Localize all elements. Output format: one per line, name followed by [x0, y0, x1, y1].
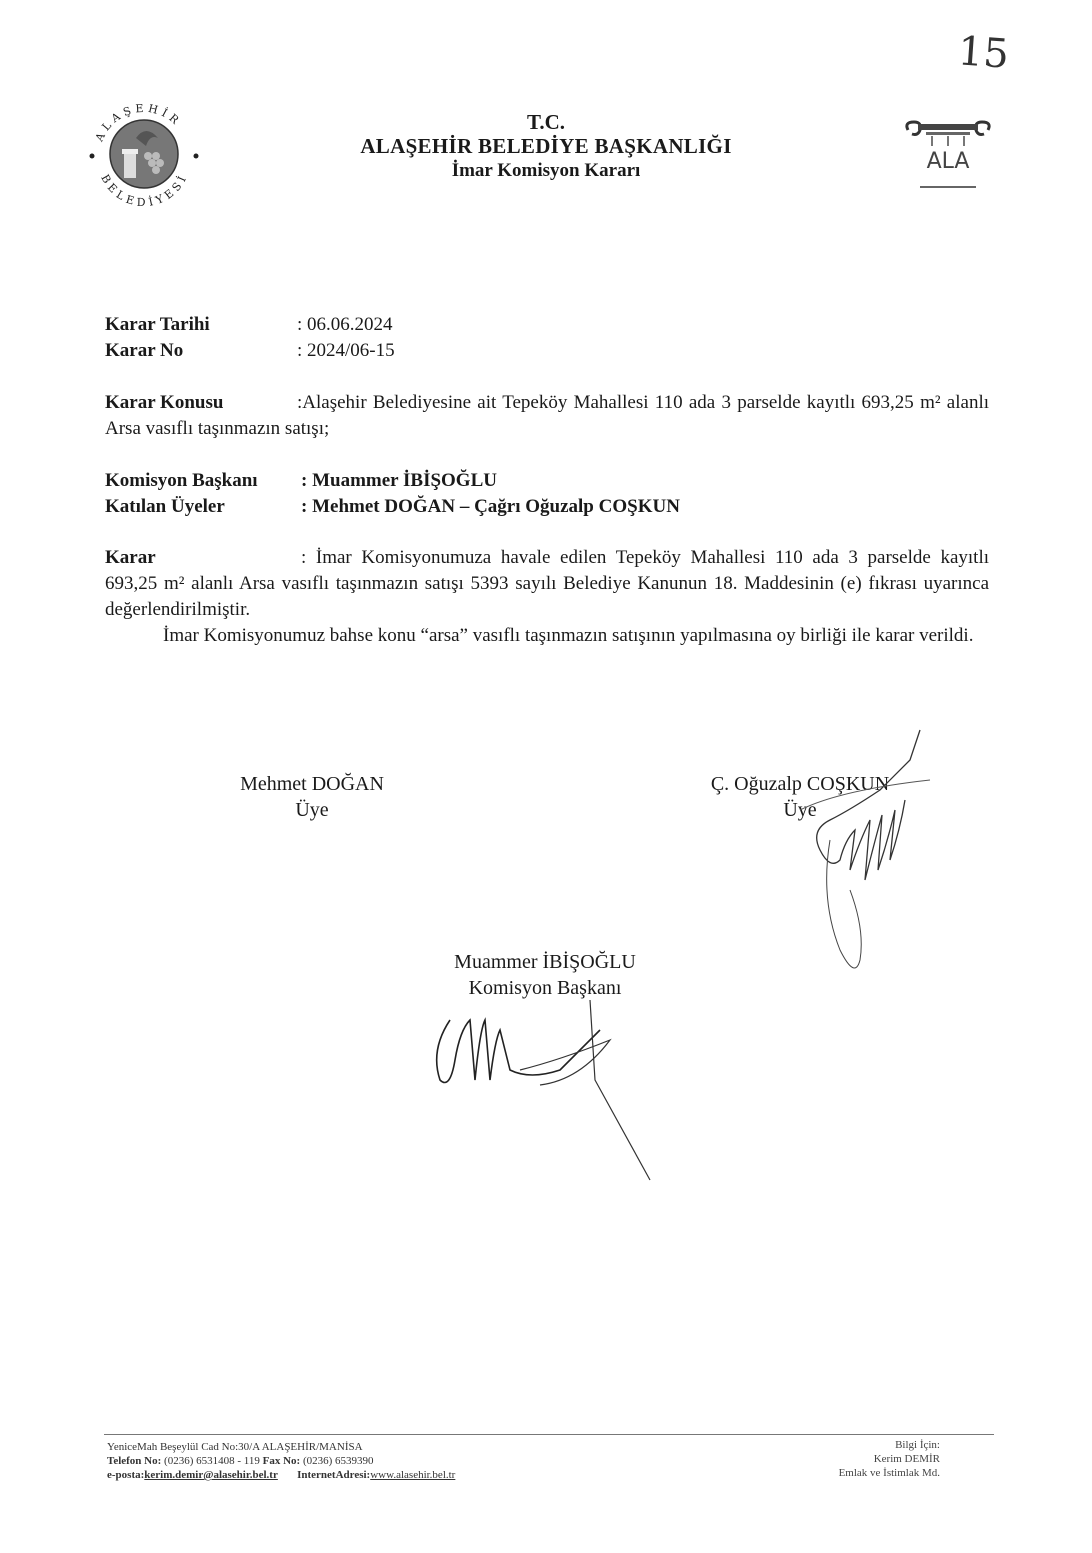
sig3-name: Muammer İBİŞOĞLU — [454, 951, 636, 973]
footer-email-label: e-posta: — [107, 1469, 145, 1481]
municipality-seal-icon — [84, 94, 204, 214]
members-row — [105, 494, 680, 520]
footer-info-name: Kerim DEMİR — [873, 1453, 940, 1465]
footer-web-link[interactable]: www.alasehir.bel.tr — [370, 1469, 456, 1481]
footer-phone-label: Telefon No: — [107, 1455, 162, 1467]
decision-date-row — [105, 312, 393, 338]
footer-contact — [107, 1440, 455, 1482]
members-label: Katılan Üyeler — [105, 496, 225, 517]
decision-no-row — [105, 338, 395, 364]
karar-conclusion: İmar Komisyonumuz bahse konu “arsa” vasıflı taşınmazın satışının yapılmasına oy birliği ile karar verildi. — [163, 625, 974, 646]
sig1-role: Üye — [295, 799, 329, 821]
sig1-name: Mehmet DOĞAN — [240, 773, 384, 795]
header-document-title: İmar Komisyon Kararı — [451, 160, 641, 181]
footer-fax-value: (0236) 6539390 — [302, 1455, 374, 1467]
header-tc: T.C. — [526, 110, 566, 134]
signature-block-member1 — [212, 771, 412, 823]
header-institution: ALAŞEHİR BELEDİYE BAŞKANLIĞI — [360, 134, 732, 158]
commission-chair-value: : Muammer İBİŞOĞLU — [301, 470, 497, 491]
footer-email-link[interactable]: kerim.demir@alasehir.bel.tr — [144, 1469, 278, 1481]
signature-scribble-member2 — [760, 720, 940, 990]
footer-fax-label: Fax No: — [262, 1455, 301, 1467]
footer-address: YeniceMah Beşeylül Cad No:30/A ALAŞEHİR/MANİSA — [107, 1441, 363, 1453]
decision-subject-label: Karar Konusu — [105, 392, 224, 413]
footer-divider — [104, 1434, 994, 1435]
commission-chair-row — [105, 468, 497, 494]
karar-text: : İmar Komisyonumuza havale edilen Tepeköy Mahallesi 110 ada 3 parselde kayıtlı 693,25 m² alanlı Arsa vasıflı taşınmazın satışı 5393 sayılı Belediye Kanunun 18. Maddesinin (e) fıkrası uyarınca değerlendirilmiştir. — [105, 547, 989, 620]
decision-body — [105, 545, 989, 649]
page-number: 15 — [956, 28, 1011, 78]
decision-date-label: Karar Tarihi — [105, 314, 210, 335]
footer-info — [800, 1438, 940, 1480]
members-value: : Mehmet DOĞAN – Çağrı Oğuzalp COŞKUN — [301, 496, 680, 517]
footer-phone-value: (0236) 6531408 - 119 — [164, 1455, 260, 1467]
decision-date-value: : 06.06.2024 — [297, 314, 393, 335]
decision-no-label: Karar No — [105, 340, 184, 361]
svg-text:ALAŞEHİR: ALAŞEHİR — [92, 101, 185, 144]
footer-info-role: Emlak ve İstimlak Md. — [838, 1467, 940, 1479]
footer-web-label: InternetAdresi: — [297, 1469, 371, 1481]
karar-label: Karar — [105, 547, 156, 568]
decision-no-value: : 2024/06-15 — [297, 340, 395, 361]
sig2-role: Üye — [783, 799, 817, 821]
signature-scribble-chair — [420, 990, 660, 1190]
footer-info-label: Bilgi İçin: — [895, 1439, 940, 1451]
sig2-name: Ç. Oğuzalp COŞKUN — [710, 773, 890, 795]
svg-text:BELEDİYESİ: BELEDİYESİ — [98, 170, 191, 210]
commission-chair-label: Komisyon Başkanı — [105, 470, 258, 491]
ala-column-logo-icon — [900, 114, 996, 194]
ala-logo-text: ALA — [926, 149, 970, 174]
decision-subject-text: :Alaşehir Belediyesine ait Tepeköy Mahallesi 110 ada 3 parselde kayıtlı 693,25 m² alanlı Arsa vasıflı taşınmazın satışı; — [105, 392, 989, 439]
decision-subject — [105, 390, 989, 442]
sig3-role: Komisyon Başkanı — [468, 977, 622, 999]
